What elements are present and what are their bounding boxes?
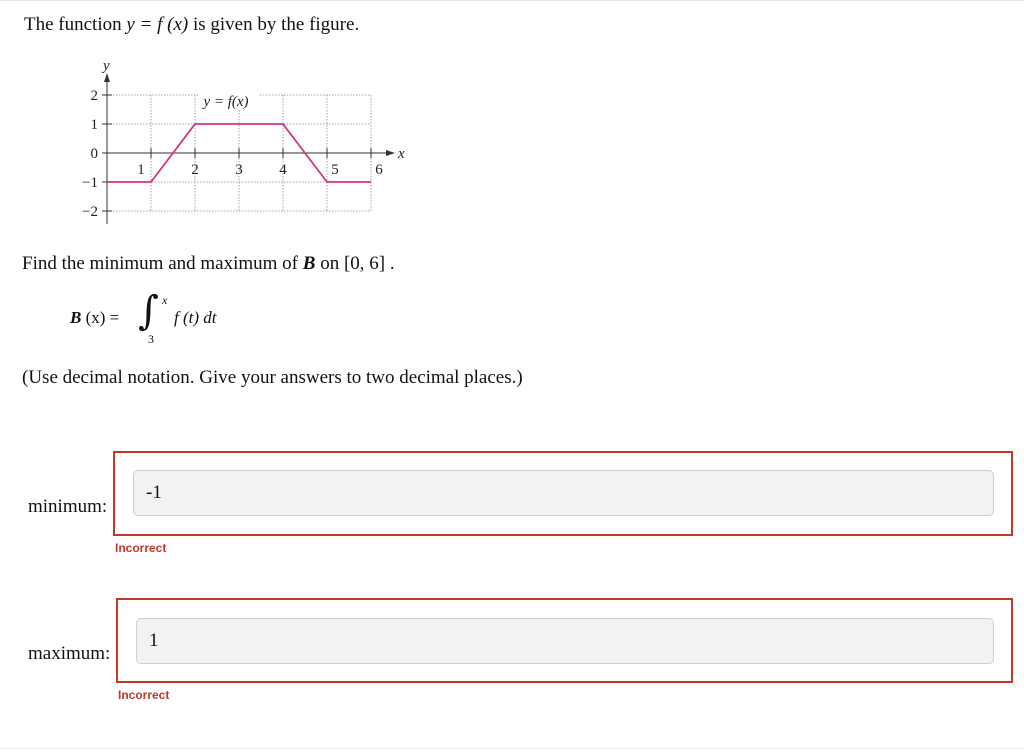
minimum-label: minimum: — [28, 496, 108, 517]
integral-upper-limit: x — [162, 293, 168, 307]
y-tick-label: 0 — [90, 146, 98, 162]
maximum-label: maximum: — [28, 643, 111, 664]
integral-sign: ∫ — [138, 288, 159, 334]
question-intro: The function y = f (x) is given by the figure. — [24, 14, 360, 35]
integral-formula — [70, 290, 330, 350]
formula-lhs: B (x) = — [70, 308, 120, 327]
y-tick-label: −1 — [82, 175, 98, 191]
x-tick-label: 4 — [279, 162, 287, 178]
y-tick-label: 1 — [90, 117, 98, 133]
x-tick-label: 2 — [191, 162, 199, 178]
maximum-input[interactable] — [136, 618, 994, 664]
minimum-input[interactable] — [133, 470, 994, 516]
function-graph — [0, 55, 440, 225]
curve-label: y = f(x) — [203, 94, 249, 110]
x-tick-label: 5 — [331, 162, 339, 178]
x-tick-label: 3 — [235, 162, 243, 178]
task-text: Find the minimum and maximum of B on [0, 6] . — [22, 253, 395, 274]
y-tick-label: 2 — [90, 88, 98, 104]
integrand: f (t) dt — [174, 308, 217, 327]
x-tick-label: 1 — [137, 162, 145, 178]
instructions: (Use decimal notation. Give your answers to two decimal places.) — [22, 367, 523, 388]
integral-lower-limit: 3 — [148, 332, 154, 346]
task-variable: B — [302, 253, 316, 274]
function-expression: y = f (x) — [126, 14, 189, 35]
y-axis-arrow — [104, 73, 110, 82]
bottom-divider — [0, 748, 1024, 749]
x-tick-label: 6 — [375, 162, 383, 178]
y-tick-label: −2 — [82, 204, 98, 220]
x-axis-label: x — [398, 146, 405, 162]
x-axis-arrow — [386, 150, 395, 156]
maximum-feedback: Incorrect — [118, 688, 170, 702]
minimum-feedback: Incorrect — [115, 541, 167, 555]
top-divider — [0, 0, 1024, 1]
y-axis-label: y — [103, 58, 110, 74]
